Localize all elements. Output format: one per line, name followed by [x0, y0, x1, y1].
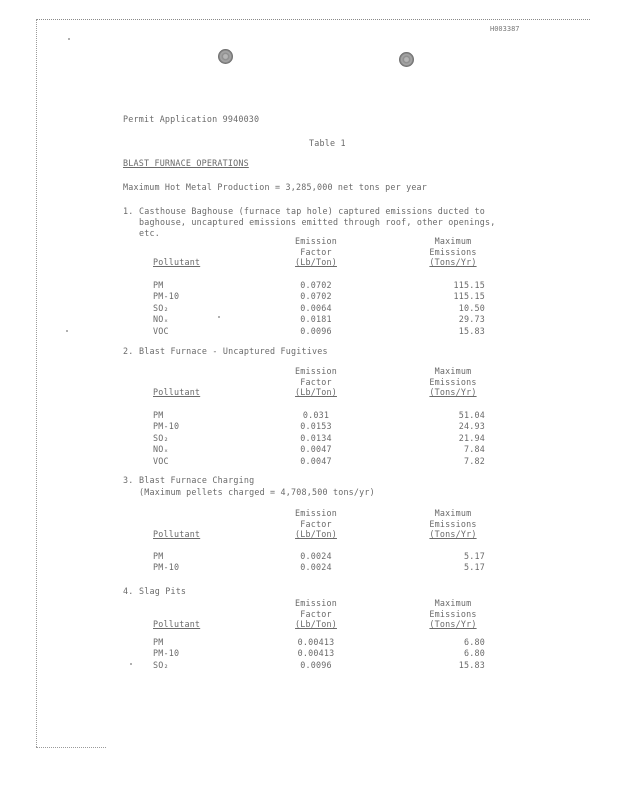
emission-factor-cell: 0.0047 [300, 455, 332, 466]
maximum-emissions-cell: 51.04 [458, 410, 485, 420]
permit-header: Permit Application 9940030 [123, 114, 260, 124]
emission-factor-header: Factor [300, 376, 332, 387]
emission-factor-cell: 0.0702 [300, 280, 332, 290]
scan-speck [66, 330, 68, 332]
maximum-emissions-cell: 29.73 [458, 314, 485, 325]
maximum-emissions-header: Emissions [429, 518, 477, 529]
emission-factor-cell: 0.0024 [300, 551, 332, 561]
maximum-emissions-cell: 24.93 [458, 421, 485, 432]
maximum-emissions-header: Emissions [429, 376, 477, 387]
pollutant-cell: SO₂ [153, 302, 169, 313]
emission-factor-cell: 0.0181 [300, 314, 332, 325]
section-heading: BLAST FURNACE OPERATIONS [123, 158, 249, 168]
emission-factor-cell: 0.0153 [300, 421, 332, 432]
emission-factor-cell: 0.0702 [300, 291, 332, 302]
maximum-emissions-header: (Tons/Yr) [429, 619, 477, 629]
maximum-emissions-cell: 6.80 [464, 637, 485, 647]
pollutant-cell: PM-10 [153, 648, 180, 659]
maximum-emissions-cell: 7.82 [464, 455, 485, 466]
maximum-emissions-cell: 15.83 [458, 659, 485, 670]
emission-factor-cell: 0.0096 [300, 659, 332, 670]
maximum-emissions-header: Maximum [434, 598, 472, 608]
section-title-line: Slag Pits [139, 586, 187, 596]
pollutant-cell: PM-10 [153, 291, 180, 302]
emission-factor-header: Factor [300, 518, 332, 529]
pollutant-cell: NOₓ [153, 444, 169, 455]
pollutant-cell: VOC [153, 325, 169, 336]
emission-factor-cell: 0.00413 [297, 648, 335, 659]
emission-factor-header: (Lb/Ton) [295, 619, 337, 629]
pollutant-cell: SO₂ [153, 659, 169, 670]
emission-factor-header: Emission [295, 236, 337, 246]
maximum-emissions-cell: 7.84 [464, 444, 485, 455]
document-number: H003387 [490, 25, 520, 33]
emission-factor-cell: 0.00413 [297, 637, 335, 647]
production-note: Maximum Hot Metal Production = 3,285,000 net tons per year [123, 182, 428, 192]
scan-speck [130, 663, 132, 665]
section-number: 2. [123, 346, 134, 356]
emission-factor-cell: 0.0024 [300, 562, 332, 573]
pollutant-header: Pollutant [153, 387, 201, 397]
pollutant-header: Pollutant [153, 619, 201, 629]
emission-factor-cell: 0.0096 [300, 325, 332, 336]
maximum-emissions-cell: 5.17 [464, 562, 485, 573]
maximum-emissions-cell: 15.83 [458, 325, 485, 336]
emission-factor-header: (Lb/Ton) [295, 387, 337, 397]
punch-hole-left-icon [218, 49, 233, 64]
maximum-emissions-cell: 5.17 [464, 551, 485, 561]
maximum-emissions-cell: 21.94 [458, 432, 485, 443]
pollutant-cell: PM-10 [153, 421, 180, 432]
section-number: 3. [123, 475, 134, 485]
scan-border-top [36, 19, 590, 20]
maximum-emissions-header: Maximum [434, 366, 472, 376]
emission-factor-header: (Lb/Ton) [295, 529, 337, 539]
maximum-emissions-header: (Tons/Yr) [429, 529, 477, 539]
emission-factor-header: (Lb/Ton) [295, 257, 337, 267]
emission-factor-cell: 0.031 [302, 410, 330, 420]
section-title-line: baghouse, uncaptured emissions emitted through roof, other openings, [139, 217, 496, 227]
section-number: 4. [123, 586, 134, 596]
table-title: Table 1 [309, 138, 346, 148]
scan-speck [218, 316, 220, 318]
scan-border-bottom [36, 747, 106, 748]
scan-border-left [36, 19, 37, 747]
maximum-emissions-header: Emissions [429, 608, 477, 619]
emission-factor-header: Emission [295, 366, 337, 376]
scan-speck [68, 38, 70, 40]
pollutant-cell: SO₂ [153, 432, 169, 443]
section-title-line: (Maximum pellets charged = 4,708,500 tons/yr) [139, 487, 375, 497]
emission-factor-cell: 0.0134 [300, 432, 332, 443]
maximum-emissions-cell: 115.15 [453, 280, 485, 290]
emission-factor-header: Emission [295, 598, 337, 608]
maximum-emissions-cell: 6.80 [464, 648, 485, 659]
pollutant-cell: PM [153, 551, 164, 561]
maximum-emissions-cell: 10.50 [458, 302, 485, 313]
emission-factor-header: Factor [300, 246, 332, 257]
pollutant-cell: PM [153, 410, 164, 420]
maximum-emissions-header: Maximum [434, 236, 472, 246]
maximum-emissions-header: Emissions [429, 246, 477, 257]
pollutant-header: Pollutant [153, 257, 201, 267]
section-number: 1. [123, 206, 134, 216]
pollutant-cell: PM [153, 637, 164, 647]
section-title-line: Blast Furnace - Uncaptured Fugitives [139, 346, 328, 356]
pollutant-cell: NOₓ [153, 314, 169, 325]
emission-factor-header: Factor [300, 608, 332, 619]
pollutant-header: Pollutant [153, 529, 201, 539]
maximum-emissions-header: (Tons/Yr) [429, 387, 477, 397]
pollutant-cell: PM-10 [153, 562, 180, 573]
pollutant-cell: PM [153, 280, 164, 290]
section-title-line: Casthouse Baghouse (furnace tap hole) captured emissions ducted to [139, 206, 485, 216]
maximum-emissions-header: Maximum [434, 508, 472, 518]
pollutant-cell: VOC [153, 455, 169, 466]
section-title-line: Blast Furnace Charging [139, 475, 255, 485]
emission-factor-cell: 0.0064 [300, 302, 332, 313]
emission-factor-header: Emission [295, 508, 337, 518]
emission-factor-cell: 0.0047 [300, 444, 332, 455]
maximum-emissions-header: (Tons/Yr) [429, 257, 477, 267]
section-title-line: etc. [139, 228, 160, 238]
punch-hole-right-icon [399, 52, 414, 67]
maximum-emissions-cell: 115.15 [453, 291, 485, 302]
